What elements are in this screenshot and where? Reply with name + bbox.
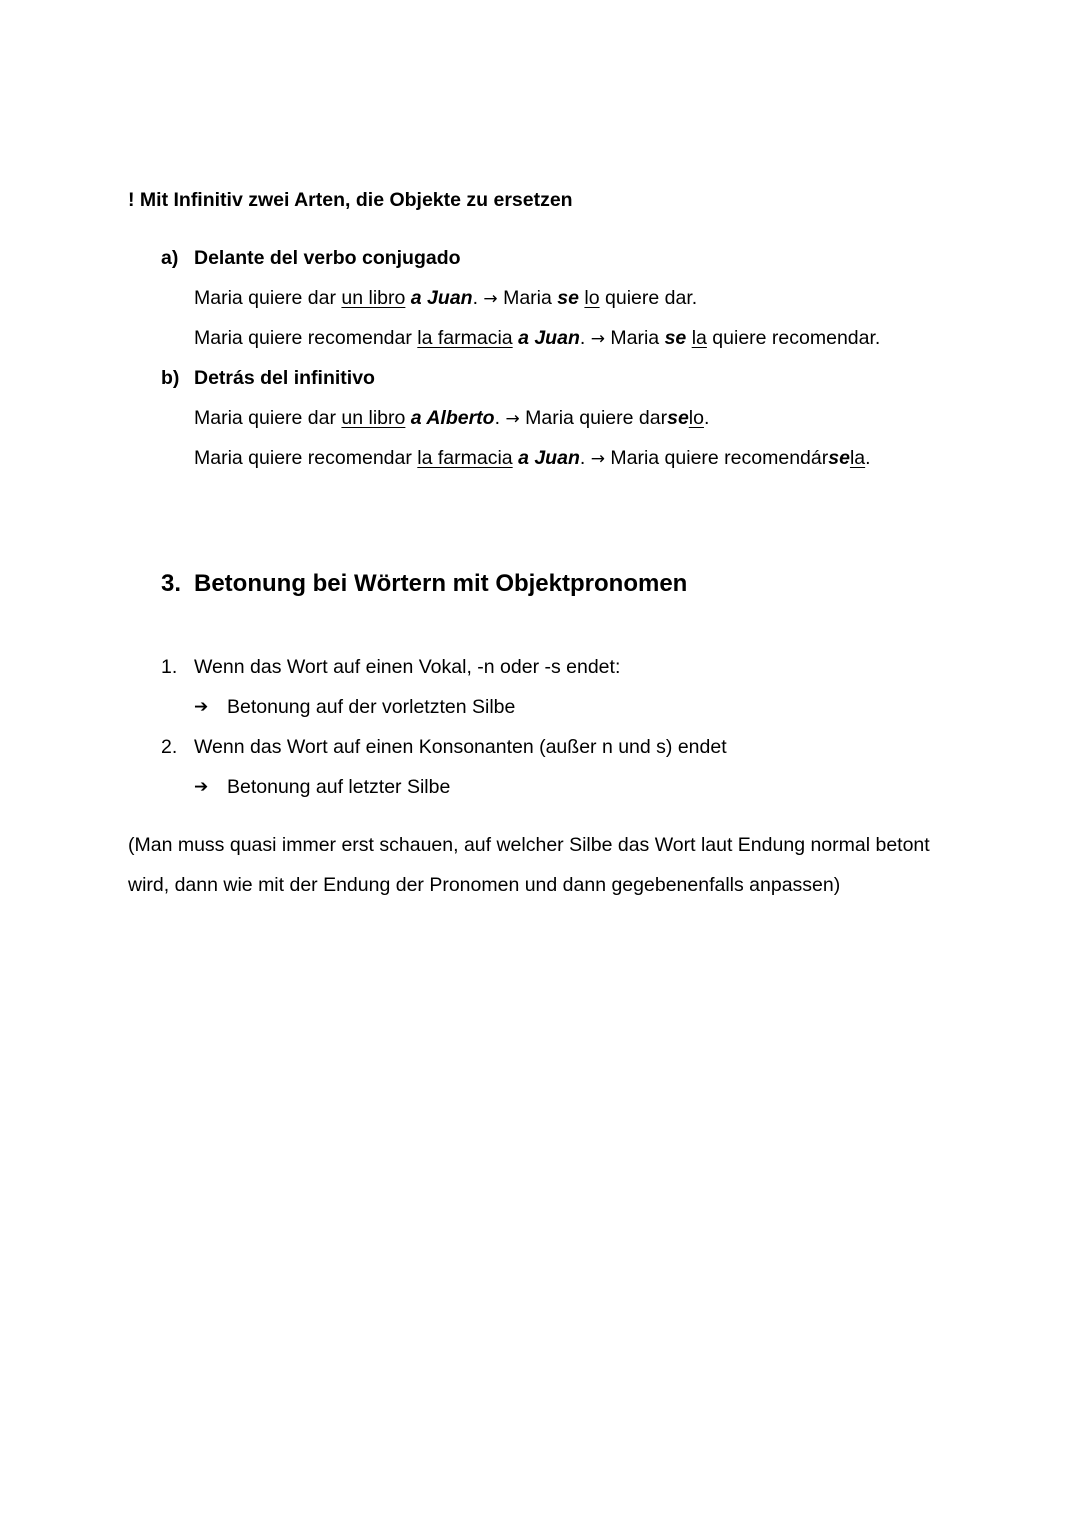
section-b-example-1 (194, 406, 709, 431)
direct-object: la farmacia (417, 447, 513, 469)
section-a-heading: Delante del verbo conjugado (194, 247, 461, 269)
direct-object: la farmacia (417, 327, 513, 349)
indirect-object: a Alberto (410, 407, 495, 429)
example-text: Maria (604, 327, 665, 349)
heading-3-title: Betonung bei Wörtern mit Objektpronomen (194, 570, 688, 597)
arrow-right-icon: → (505, 409, 520, 429)
pronoun-se: se (557, 287, 579, 309)
example-text: Maria quiere dar (194, 287, 342, 309)
note-line-1: (Man muss quasi immer erst schauen, auf welcher Silbe das Wort laut Endung normal betont (128, 834, 930, 856)
direct-object: un libro (341, 287, 406, 309)
note-line-2: wird, dann wie mit der Endung der Pronomen und dann gegebenenfalls anpassen) (128, 874, 841, 896)
example-text: Maria quiere recomendár (604, 447, 829, 469)
section-a-example-1 (194, 286, 697, 311)
example-text: . (472, 287, 484, 309)
rule-2-text: Wenn das Wort auf einen Konsonanten (außer n und s) endet (194, 736, 727, 758)
heading-3-number: 3. (161, 570, 182, 597)
indirect-object: a Juan (518, 447, 580, 469)
example-text: Maria (497, 287, 558, 309)
list-marker-b: b) (161, 367, 180, 389)
pronoun-se: se (828, 447, 850, 469)
example-text: . (579, 327, 591, 349)
intro-heading: ! Mit Infinitiv zwei Arten, die Objekte zu ersetzen (128, 189, 573, 211)
example-text: . (579, 447, 591, 469)
rule-1-result: Betonung auf der vorletzten Silbe (227, 696, 516, 718)
list-marker-a: a) (161, 247, 179, 269)
object-pronoun: la (849, 447, 866, 469)
example-text: . (703, 407, 710, 429)
arrow-right-icon: → (590, 329, 605, 349)
section-a-example-2 (194, 326, 880, 351)
object-pronoun: la (691, 327, 707, 349)
indirect-object: a Juan (410, 287, 473, 309)
rule-2-number: 2. (161, 736, 178, 758)
example-text: . (494, 407, 506, 429)
section-b-heading: Detrás del infinitivo (194, 367, 375, 389)
object-pronoun: lo (584, 287, 600, 309)
example-text: Maria quiere recomendar (194, 327, 418, 349)
arrow-right-icon: → (590, 449, 605, 469)
object-pronoun: lo (688, 407, 704, 429)
rule-1-text: Wenn das Wort auf einen Vokal, -n oder -s endet: (194, 656, 621, 678)
example-text: Maria quiere dar (519, 407, 668, 429)
arrow-right-icon: ➔ (194, 697, 209, 717)
rule-2-result: Betonung auf letzter Silbe (227, 776, 451, 798)
direct-object: un libro (341, 407, 406, 429)
pronoun-se: se (667, 407, 689, 429)
pronoun-se: se (664, 327, 687, 349)
example-text: quiere dar. (599, 287, 698, 309)
example-text: quiere recomendar. (706, 327, 881, 349)
indirect-object: a Juan (518, 327, 580, 349)
section-b-example-2 (194, 446, 871, 471)
example-text: Maria quiere dar (194, 407, 342, 429)
arrow-right-icon: ➔ (194, 777, 209, 797)
arrow-right-icon: → (483, 289, 498, 309)
example-text: Maria quiere recomendar (194, 447, 418, 469)
rule-1-number: 1. (161, 656, 178, 678)
example-text: . (865, 447, 871, 469)
